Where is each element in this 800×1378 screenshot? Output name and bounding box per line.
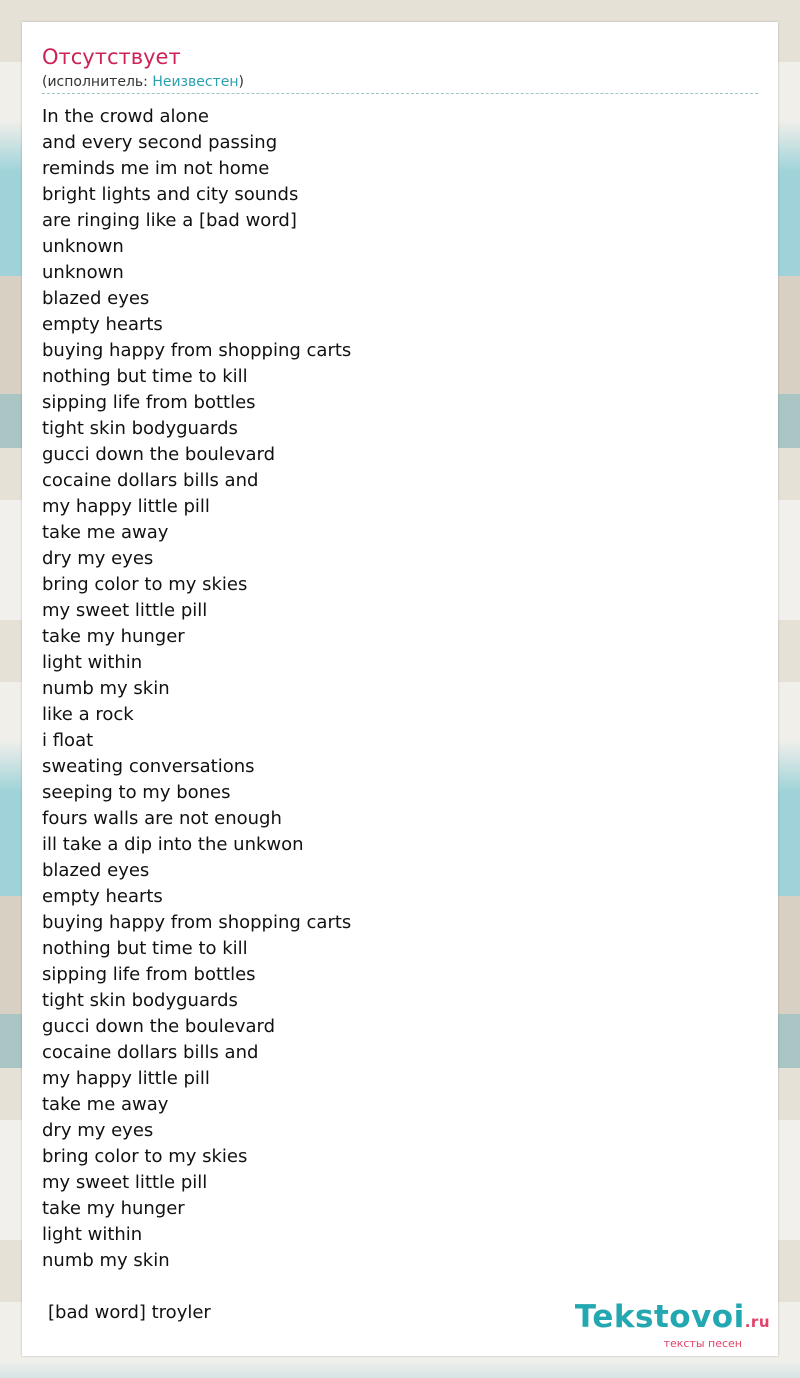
lyric-line: fours walls are not enough	[42, 808, 282, 829]
lyric-line: dry my eyes	[42, 1120, 154, 1141]
lyric-line: reminds me im not home	[42, 158, 270, 179]
lyric-line: take me away	[42, 522, 169, 543]
lyric-line: light within	[42, 1224, 143, 1245]
artist-prefix: (исполнитель:	[42, 74, 153, 90]
lyric-line: nothing but time to kill	[42, 938, 248, 959]
lyric-line: numb my skin	[42, 1250, 170, 1271]
lyric-line: unknown	[42, 236, 124, 257]
lyrics-card	[22, 22, 778, 1356]
logo-tagline: тексты песен	[663, 1337, 742, 1350]
lyric-line: my happy little pill	[42, 1068, 210, 1089]
lyric-line: nothing but time to kill	[42, 366, 248, 387]
lyric-line: sipping life from bottles	[42, 964, 256, 985]
lyric-line: my happy little pill	[42, 496, 210, 517]
lyric-line: cocaine dollars bills and	[42, 1042, 259, 1063]
lyric-line: are ringing like a [bad word]	[42, 210, 297, 231]
lyric-line: take me away	[42, 1094, 169, 1115]
lyric-line: like a rock	[42, 704, 134, 725]
artist-suffix: )	[238, 74, 244, 90]
lyric-line: ill take a dip into the unkwon	[42, 834, 304, 855]
lyric-line: bright lights and city sounds	[42, 184, 299, 205]
lyric-line: bring color to my skies	[42, 574, 248, 595]
lyric-line: sipping life from bottles	[42, 392, 256, 413]
lyric-line: sweating conversations	[42, 756, 255, 777]
lyric-line: my sweet little pill	[42, 600, 208, 621]
lyric-line: unknown	[42, 262, 124, 283]
title-divider	[42, 93, 758, 94]
lyric-line: empty hearts	[42, 314, 163, 335]
lyric-line: gucci down the boulevard	[42, 444, 276, 465]
lyric-line: take my hunger	[42, 1198, 185, 1219]
song-title: Отсутствует	[42, 45, 181, 69]
lyric-line: gucci down the boulevard	[42, 1016, 276, 1037]
lyric-line: In the crowd alone	[42, 106, 210, 127]
artist-line	[42, 73, 244, 91]
logo-wordmark	[575, 1301, 770, 1338]
lyric-line: dry my eyes	[42, 548, 154, 569]
lyric-line: bring color to my skies	[42, 1146, 248, 1167]
lyric-line: cocaine dollars bills and	[42, 470, 259, 491]
site-logo[interactable]	[575, 1301, 770, 1350]
lyric-line: my sweet little pill	[42, 1172, 208, 1193]
logo-tld: .ru	[744, 1313, 770, 1331]
lyric-line: i float	[42, 730, 94, 751]
lyric-line: tight skin bodyguards	[42, 418, 238, 439]
lyric-line: numb my skin	[42, 678, 170, 699]
lyric-line: take my hunger	[42, 626, 185, 647]
lyric-line: tight skin bodyguards	[42, 990, 238, 1011]
lyric-line: empty hearts	[42, 886, 163, 907]
lyric-line: buying happy from shopping carts	[42, 340, 352, 361]
credit-line: [bad word] troyler	[48, 1302, 211, 1323]
artist-link[interactable]: Неизвестен	[152, 74, 239, 90]
lyric-line: blazed eyes	[42, 860, 150, 881]
lyric-line: blazed eyes	[42, 288, 150, 309]
logo-main-text: Tekstovoi	[574, 1299, 745, 1335]
lyric-line: buying happy from shopping carts	[42, 912, 352, 933]
lyric-line: light within	[42, 652, 143, 673]
lyric-line: seeping to my bones	[42, 782, 231, 803]
lyrics-list	[42, 104, 351, 1274]
lyric-line: and every second passing	[42, 132, 278, 153]
